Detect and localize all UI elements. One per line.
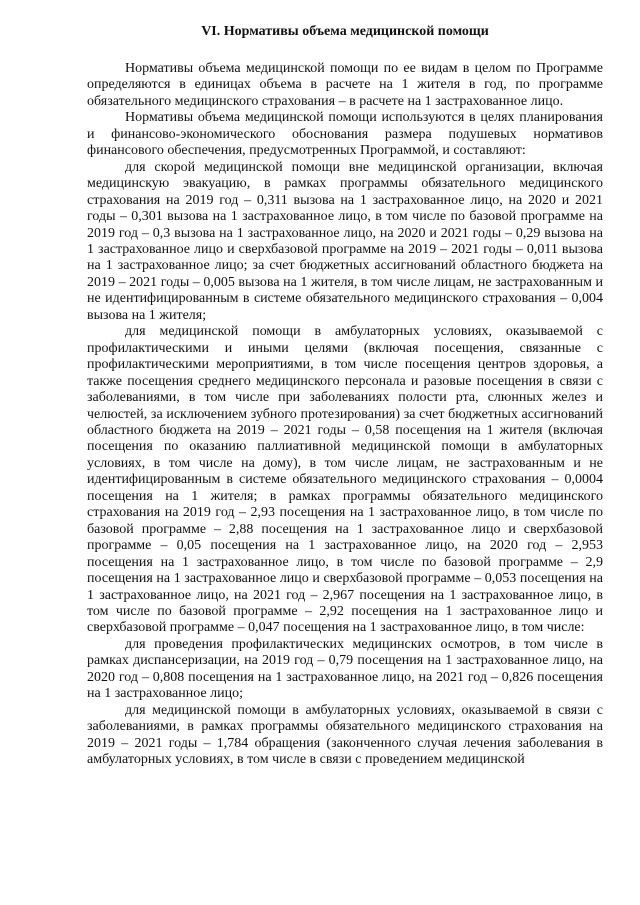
document-page: [87, 22, 603, 768]
paragraph-emergency-care: для скорой медицинской помощи вне медицинской организации, включая медицинскую эвакуацию, в рамках программы обязательного медицинского страхования на 2019 год – 0,311 вызова на 1 застрахованное лицо, на 2020 и 2021 годы – 0,301 вызова на 1 застрахованное лицо, в том числе по базовой программе на 2019 год – 0,3 вызова на 1 застрахованное лицо, на 2020 и 2021 годы – 0,29 вызова на 1 застрахованное лицо и сверхбазовой программе на 2019 – 2021 годы – 0,011 вызова на 1 застрахованное лицо; за счет бюджетных ассигнований областного бюджета на 2019 – 2021 годы – 0,005 вызова на 1 жителя, в том числе лицам, не застрахованным и не идентифицированным в системе обязательного медицинского страхования – 0,004 вызова на 1 жителя;: [87, 159, 603, 323]
paragraph-usage: Нормативы объема медицинской помощи используются в целях планирования и финансово-экономического обоснования размера подушевых нормативов финансового обеспечения, предусмотренных Программой, и составляют:: [87, 110, 603, 159]
paragraph-outpatient-disease: для медицинской помощи в амбулаторных условиях, оказываемой в связи с заболеваниями, в рамках программы обязательного медицинского страхования на 2019 – 2021 годы – 1,784 обращения (законченного случая лечения заболевания в амбулаторных условиях, в том числе в связи с проведением медицинской: [87, 702, 603, 768]
paragraph-outpatient-preventive: для медицинской помощи в амбулаторных условиях, оказываемой с профилактическими и иными целями (включая посещения, связанные с профилактическими мероприятиями, в том числе посещения центров здоровья, а также посещения среднего медицинского персонала и разовые посещения в связи с заболеваниями, в том числе при заболеваниях полости рта, слюнных желез и челюстей, за исключением зубного протезирования) за счет бюджетных ассигнований областного бюджета на 2019 – 2021 годы – 0,58 посещения на 1 жителя (включая посещения по оказанию паллиативной медицинской помощи в амбулаторных условиях, в том числе на дому), в том числе лицам, не застрахованным и не идентифицированным в системе обязательного медицинского страхования – 0,0004 посещения на 1 жителя; в рамках программы обязательного медицинского страхования на 2019 год – 2,93 посещения на 1 застрахованное лицо, в том числе по базовой программе – 2,88 посещения на 1 застрахованное лицо и сверхбазовой программе – 0,05 посещения на 1 застрахованное лицо, на 2020 год – 2,953 посещения на 1 застрахованное лицо, в том числе по базовой программе – 2,9 посещения на 1 застрахованное лицо и сверхбазовой программе – 0,053 посещения на 1 застрахованное лицо, на 2021 год – 2,967 посещения на 1 застрахованное лицо, в том числе по базовой программе – 2,92 посещения на 1 застрахованное лицо и сверхбазовой программе – 0,047 посещения на 1 застрахованное лицо, в том числе:: [87, 324, 603, 636]
paragraph-checkups: для проведения профилактических медицинских осмотров, в том числе в рамках диспансеризации, на 2019 год – 0,79 посещения на 1 застрахованное лицо, на 2020 год – 0,808 посещения на 1 застрахованное лицо, на 2021 год – 0,826 посещения на 1 застрахованное лицо;: [87, 636, 603, 702]
section-title: VI. Нормативы объема медицинской помощи: [201, 24, 489, 39]
paragraph-intro: Нормативы объема медицинской помощи по ее видам в целом по Программе определяются в единицах объема в расчете на 1 жителя в год, по программе обязательного медицинского страхования – в расчете на 1 застрахованное лицо.: [87, 61, 603, 109]
